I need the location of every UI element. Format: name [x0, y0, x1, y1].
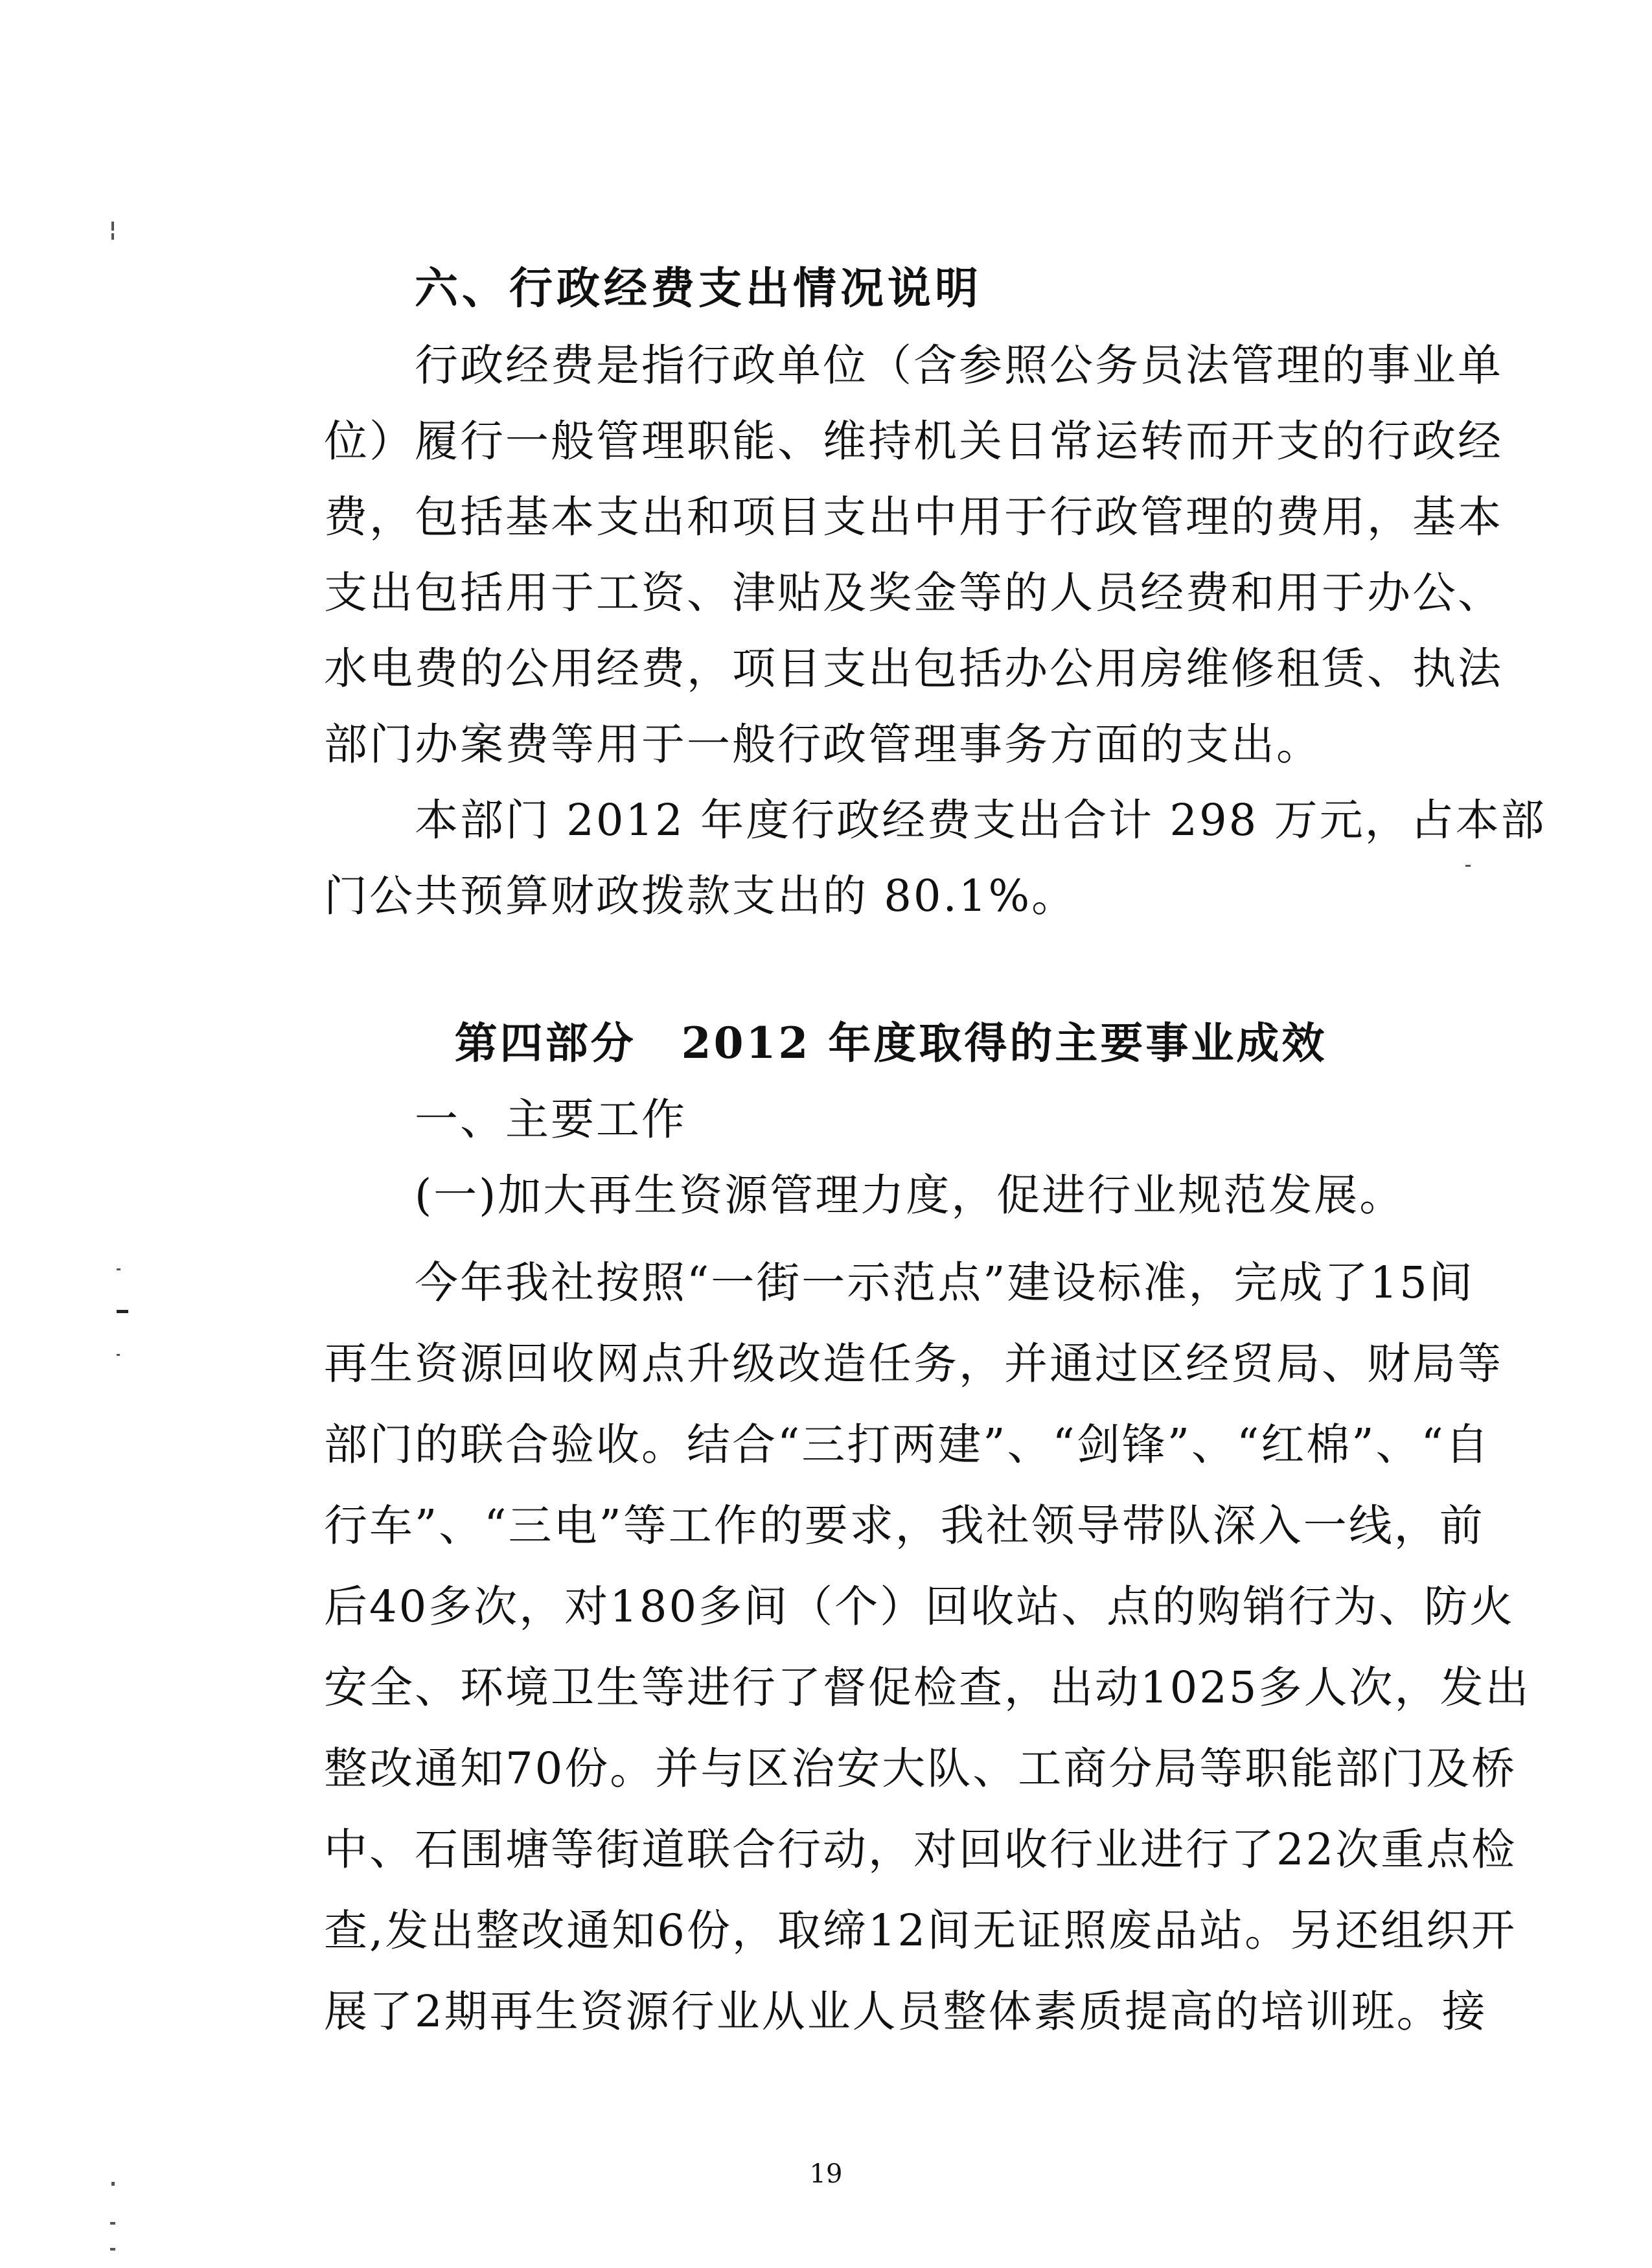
item-heading: (一)加大再生资源管理力度，促进行业规范发展。	[415, 1170, 1405, 1220]
paragraph-line: 水电费的公用经费，项目支出包括办公用房维修租赁、执法	[324, 643, 1503, 694]
paragraph-line: 查,发出整改通知6份，取缔12间无证照废品站。另还组织开	[324, 1905, 1517, 1956]
paragraph-line: 再生资源回收网点升级改造任务，并通过区经贸局、财局等	[324, 1338, 1503, 1389]
paragraph-line: 门公共预算财政拨款支出的 80.1%。	[324, 871, 1077, 921]
scan-mark	[111, 2182, 115, 2186]
paragraph-line: 今年我社按照“一街一示范点”建设标准，完成了15间	[415, 1257, 1474, 1308]
paragraph-line: 支出包括用于工资、津贴及奖金等的人员经费和用于办公、	[324, 567, 1503, 618]
paragraph-line: 部门办案费等用于一般行政管理事务方面的支出。	[324, 719, 1322, 770]
scan-mark	[1465, 865, 1471, 867]
part-title: 第四部分 2012 年度取得的主要事业成效	[454, 1018, 1327, 1068]
page-number: 19	[809, 2159, 843, 2189]
scan-mark	[117, 1310, 128, 1313]
scan-mark	[117, 1268, 120, 1270]
paragraph-line: 展了2期再生资源行业从业人员整体素质提高的培训班。接	[324, 1986, 1487, 2037]
paragraph-line: 部门的联合验收。结合“三打两建”、“剑锋”、“红棉”、“自	[324, 1419, 1491, 1470]
paragraph-line: 安全、环境卫生等进行了督促检查，出动1025多人次，发出	[324, 1662, 1531, 1713]
paragraph-line: 整改通知70份。并与区治安大队、工商分局等职能部门及桥	[324, 1743, 1517, 1794]
section-heading: 六、行政经费支出情况说明	[415, 262, 982, 314]
scan-mark	[110, 2248, 115, 2251]
paragraph-line: 行车”、“三电”等工作的要求，我社领导带队深入一线，前	[324, 1500, 1485, 1551]
scan-mark	[111, 222, 114, 231]
scan-mark	[111, 233, 114, 240]
paragraph-line: 本部门 2012 年度行政经费支出合计 298 万元，占本部	[415, 795, 1546, 845]
paragraph-line: 行政经费是指行政单位（含参照公务员法管理的事业单	[415, 340, 1503, 391]
paragraph-line: 位）履行一般管理职能、维持机关日常运转而开支的行政经	[324, 416, 1503, 466]
subheading: 一、主要工作	[415, 1094, 687, 1145]
paragraph-line: 中、石围塘等街道联合行动，对回收行业进行了22次重点检	[324, 1824, 1517, 1875]
scan-mark	[117, 1354, 120, 1356]
paragraph-line: 后40多次，对180多间（个）回收站、点的购销行为、防火	[324, 1581, 1515, 1632]
paragraph-line: 费，包括基本支出和项目支出中用于行政管理的费用，基本	[324, 492, 1503, 542]
scan-mark	[110, 2222, 115, 2225]
